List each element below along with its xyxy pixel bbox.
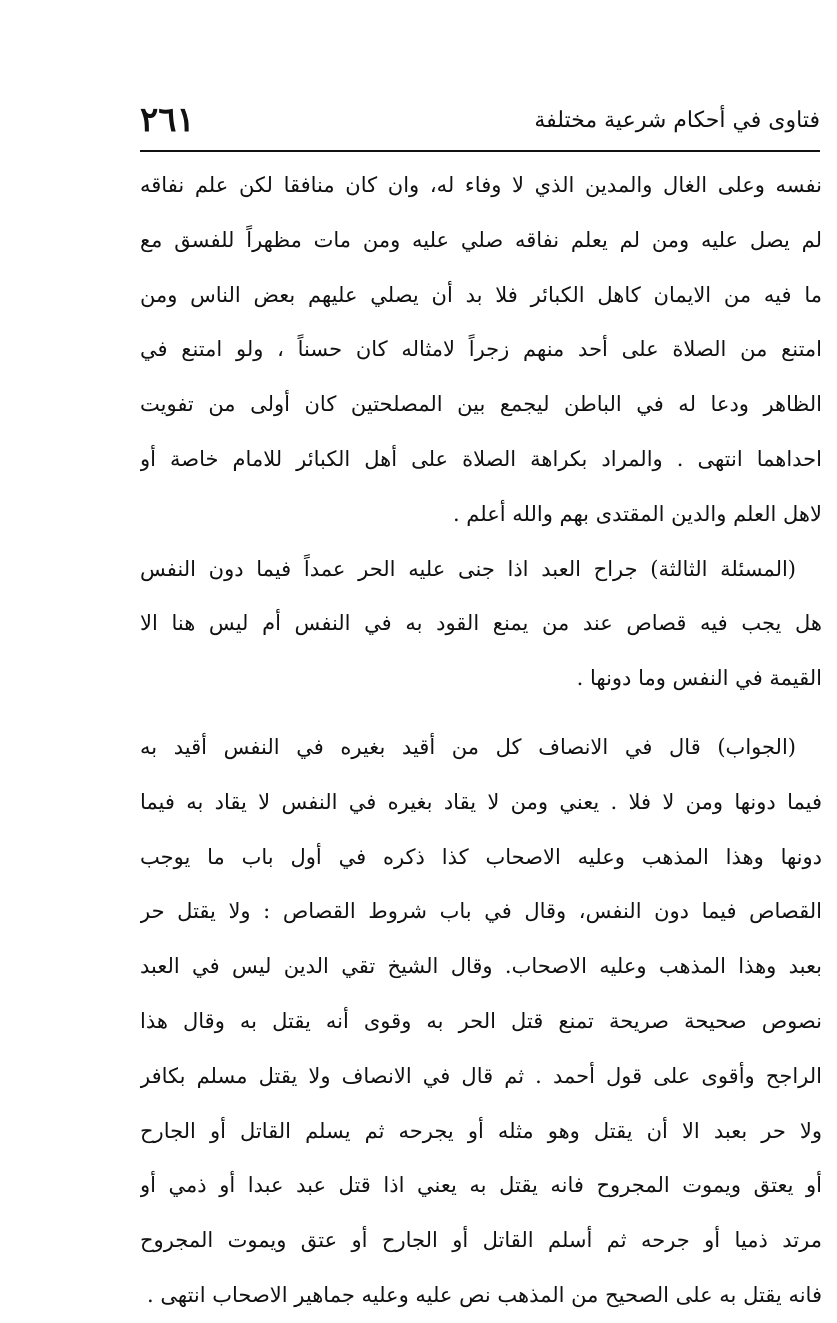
paragraph-1 bbox=[140, 158, 822, 542]
text-line: الراجح وأقوى على قول أحمد . ثم قال في الانصاف ولا يقتل مسلم بكافر bbox=[140, 1063, 822, 1088]
text-line: مرتد ذميا أو جرحه ثم أسلم القاتل أو الجارح أو عتق ويموت المجروح bbox=[140, 1228, 822, 1253]
text-line: امتنع من الصلاة على أحد منهم زجراً لامثاله كان حسناً ، ولو امتنع في bbox=[140, 337, 822, 362]
text-line: دونها وهذا المذهب وعليه الاصحاب كذا ذكره في أول باب ما يوجب bbox=[140, 844, 822, 869]
text-line: القصاص فيما دون النفس، وقال في باب شروط القصاص : ولا يقتل حر bbox=[140, 899, 822, 924]
text-line: (الجواب) قال في الانصاف كل من أقيد بغيره في النفس أقيد به bbox=[140, 734, 796, 759]
text-line: نصوص صحيحة صريحة تمنع قتل الحر به وقوى أنه يقتل به وقال هذا bbox=[140, 1008, 822, 1033]
page-number: ٢٦١ bbox=[140, 100, 195, 140]
text-line: نفسه وعلى الغال والمدين الذي لا وفاء له، وان كان منافقا لكن علم نفاقه bbox=[140, 173, 822, 197]
text-line: هل يجب فيه قصاص عند من يمنع القود به في النفس أم ليس هنا الا bbox=[140, 611, 822, 636]
text-line: ولا حر بعبد الا أن يقتل وهو مثله أو يجرحه ثم يسلم القاتل أو الجارح bbox=[140, 1118, 822, 1143]
text-line: أو يعتق ويموت المجروح فانه يقتل به يعني اذا قتل عبد عبدا أو ذمي أو bbox=[140, 1173, 822, 1198]
header-rule bbox=[140, 150, 820, 152]
running-title: فتاوى في أحكام شرعية مختلفة bbox=[534, 108, 820, 133]
text-line: احداهما انتهى . والمراد بكراهة الصلاة على أهل الكبائر للامام خاصة أو bbox=[140, 446, 822, 471]
text-line: فيما دونها ومن لا فلا . يعني ومن لا يقاد بغيره في النفس لا يقاد به فيما bbox=[140, 789, 822, 814]
paragraph-3 bbox=[140, 720, 822, 1323]
text-line: (المسئلة الثالثة) جراح العبد اذا جنى عليه الحر عمداً فيما دون النفس bbox=[140, 556, 796, 581]
text-line: ما فيه من الايمان كاهل الكبائر فلا بد أن يصلي عليهم بعض الناس ومن bbox=[140, 282, 822, 307]
page-header bbox=[140, 100, 820, 146]
text-line: القيمة في النفس وما دونها . bbox=[576, 666, 822, 691]
text-line: بعبد وهذا المذهب وعليه الاصحاب. وقال الشيخ تقي الدين ليس في العبد bbox=[140, 954, 822, 979]
text-line: الظاهر ودعا له في الباطن ليجمع بين المصلحتين كان أولى من تفويت bbox=[140, 392, 822, 417]
body-text bbox=[140, 158, 822, 1323]
text-line: لاهل العلم والدين المقتدى بهم والله أعلم . bbox=[452, 501, 822, 526]
text-line: لم يصل عليه ومن لم يعلم نفاقه صلي عليه ومن مات مظهراً للفسق مع bbox=[140, 227, 822, 252]
text-line: فانه يقتل به على الصحيح من المذهب نص عليه وعليه جماهير الاصحاب انتهى . bbox=[147, 1282, 822, 1307]
paragraph-2 bbox=[140, 542, 822, 706]
paragraph-gap bbox=[140, 706, 822, 720]
